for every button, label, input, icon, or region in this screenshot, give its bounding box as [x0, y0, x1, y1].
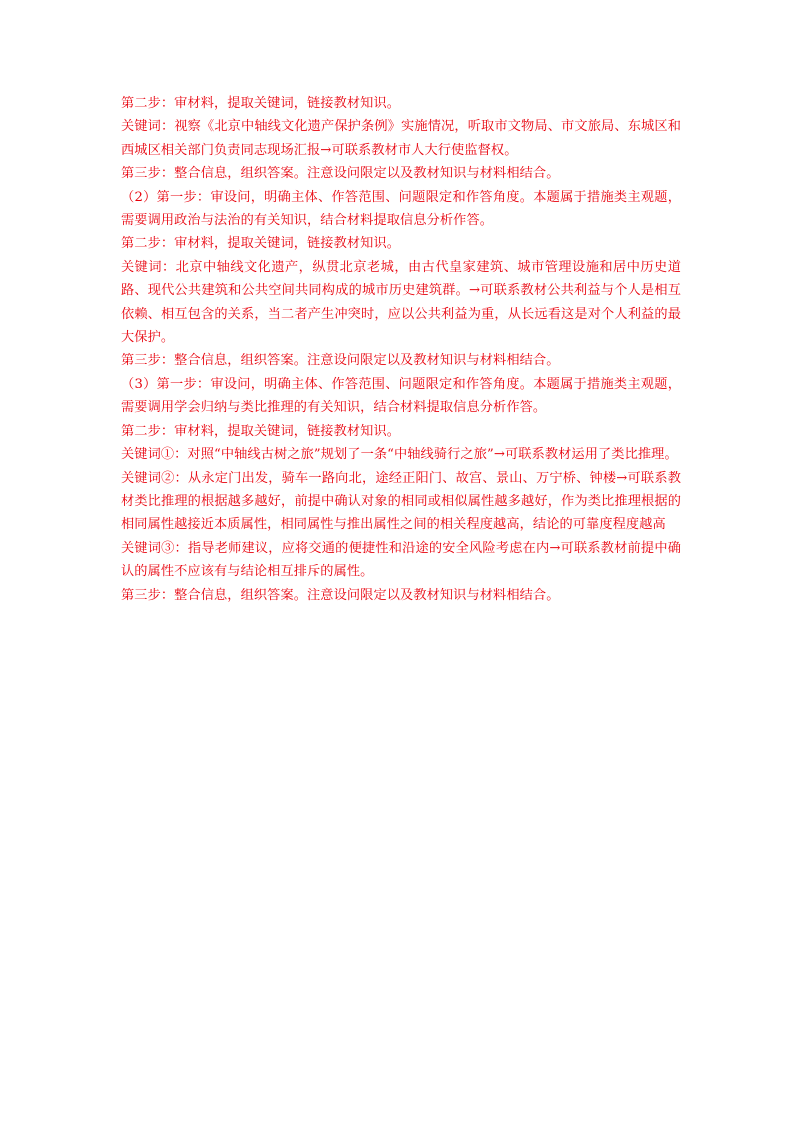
paragraph-q3-step1: （3）第一步：审设问，明确主体、作答范围、问题限定和作答角度。本题属于措施类主观题，需要调用学会归纳与类比推理的有关知识，结合材料提取信息分析作答。	[121, 376, 681, 416]
paragraph-step2-material: 第二步：审材料，提取关键词，链接教材知识。	[121, 96, 401, 111]
paragraph-q2-step1: （2）第一步：审设问，明确主体、作答范围、问题限定和作答角度。本题属于措施类主观题，需要调用政治与法治的有关知识，结合材料提取信息分析作答。	[121, 189, 681, 229]
paragraph-q2-step3: 第三步：整合信息，组织答案。注意设问限定以及教材知识与材料相结合。	[121, 353, 560, 369]
document-page	[121, 92, 681, 607]
paragraph-q3-keyword-1: 关键词①：对照“中轴线古树之旅”规划了一条“中轴线骑行之旅”→可联系教材运用了类比推理。	[121, 447, 678, 463]
paragraph-keyword-inspection: 关键词：视察《北京中轴线文化遗产保护条例》实施情况，听取市文物局、市文旅局、东城区和西城区相关部门负责同志现场汇报→可联系教材市人大行使监督权。	[121, 119, 681, 158]
paragraph-q3-keyword-3: 关键词③：指导老师建议，应将交通的便捷性和沿途的安全风险考虑在内→可联系教材前提中确认的属性不应该有与结论相互排斥的属性。	[121, 540, 681, 580]
paragraph-q3-step2: 第二步：审材料，提取关键词，链接教材知识。	[121, 423, 401, 439]
paragraph-step3-integrate: 第三步：整合信息，组织答案。注意设问限定以及教材知识与材料相结合。	[121, 166, 560, 182]
paragraph-q2-step2: 第二步：审材料，提取关键词，链接教材知识。	[121, 236, 401, 252]
paragraph-q2-keyword: 关键词：北京中轴线文化遗产，纵贯北京老城，由古代皇家建筑、城市管理设施和居中历史道路、现代公共建筑和公共空间共同构成的城市历史建筑群。→可联系教材公共利益与个人是相互依赖、相互包含的关系，当二者产生冲突时，应以公共利益为重，从长远看这是对个人利益的最大保护。	[121, 259, 681, 346]
paragraph-q3-step3: 第三步：整合信息，组织答案。注意设问限定以及教材知识与材料相结合。	[121, 587, 560, 603]
paragraph-q3-keyword-2: 关键词②：从永定门出发，骑车一路向北，途经正阳门、故宫、景山、万宁桥、钟楼→可联系教材类比推理的根据越多越好，前提中确认对象的相同或相似属性越多越好，作为类比推理根据的相同属性越接近本质属性，相同属性与推出属性之间的相关程度越高，结论的可靠度程度越高	[121, 470, 681, 533]
